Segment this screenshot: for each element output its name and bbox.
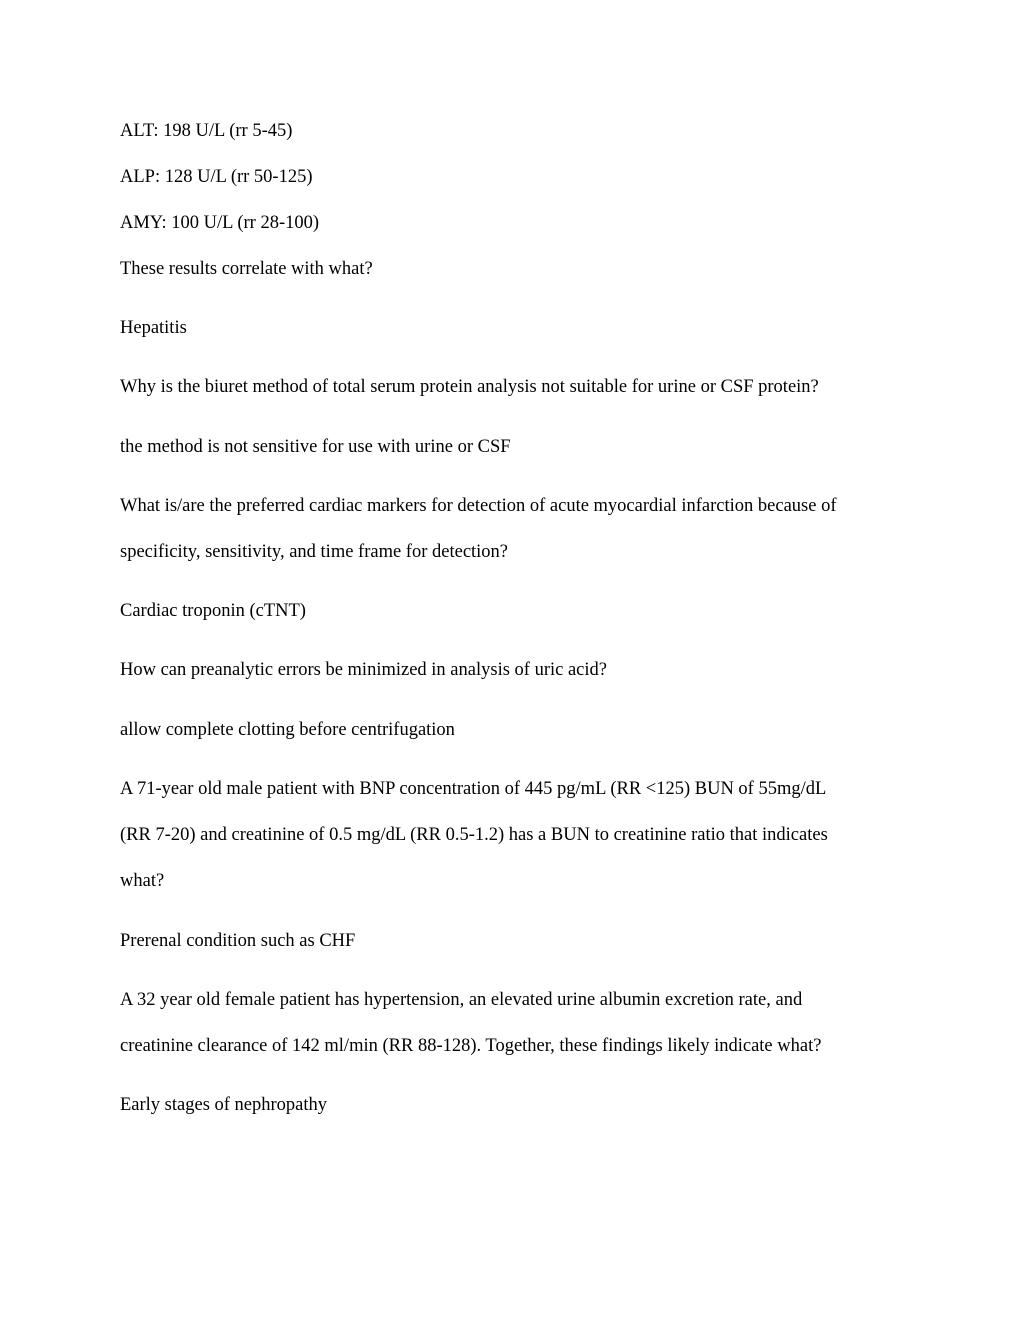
answer-6: Early stages of nephropathy (120, 1095, 328, 1115)
question-2: Why is the biuret method of total serum protein analysis not suitable for urine or CSF protein? (120, 377, 819, 397)
lab-result-alt: ALT: 198 U/L (rr 5-45) (120, 121, 293, 141)
answer-2: the method is not sensitive for use with urine or CSF (120, 437, 511, 457)
answer-5: Prerenal condition such as CHF (120, 931, 356, 951)
question-6-line-2: creatinine clearance of 142 ml/min (RR 88-128). Together, these findings likely indicate what? (120, 1036, 822, 1056)
question-4: How can preanalytic errors be minimized in analysis of uric acid? (120, 660, 607, 680)
lab-result-amy: AMY: 100 U/L (rr 28-100) (120, 213, 320, 233)
answer-3: Cardiac troponin (cTNT) (120, 601, 306, 621)
question-5-line-2: (RR 7-20) and creatinine of 0.5 mg/dL (RR 0.5-1.2) has a BUN to creatinine ratio that indicates (120, 825, 828, 845)
answer-4: allow complete clotting before centrifugation (120, 720, 455, 740)
question-5-line-1: A 71-year old male patient with BNP concentration of 445 pg/mL (RR <125) BUN of 55mg/dL (120, 779, 827, 799)
question-3-line-1: What is/are the preferred cardiac markers for detection of acute myocardial infarction because of (120, 496, 837, 516)
question-5-line-3: what? (120, 871, 165, 891)
question-1: These results correlate with what? (120, 259, 373, 279)
answer-1: Hepatitis (120, 318, 187, 338)
lab-result-alp: ALP: 128 U/L (rr 50-125) (120, 167, 313, 187)
question-3-line-2: specificity, sensitivity, and time frame for detection? (120, 542, 509, 562)
question-6-line-1: A 32 year old female patient has hypertension, an elevated urine albumin excretion rate, and (120, 990, 803, 1010)
